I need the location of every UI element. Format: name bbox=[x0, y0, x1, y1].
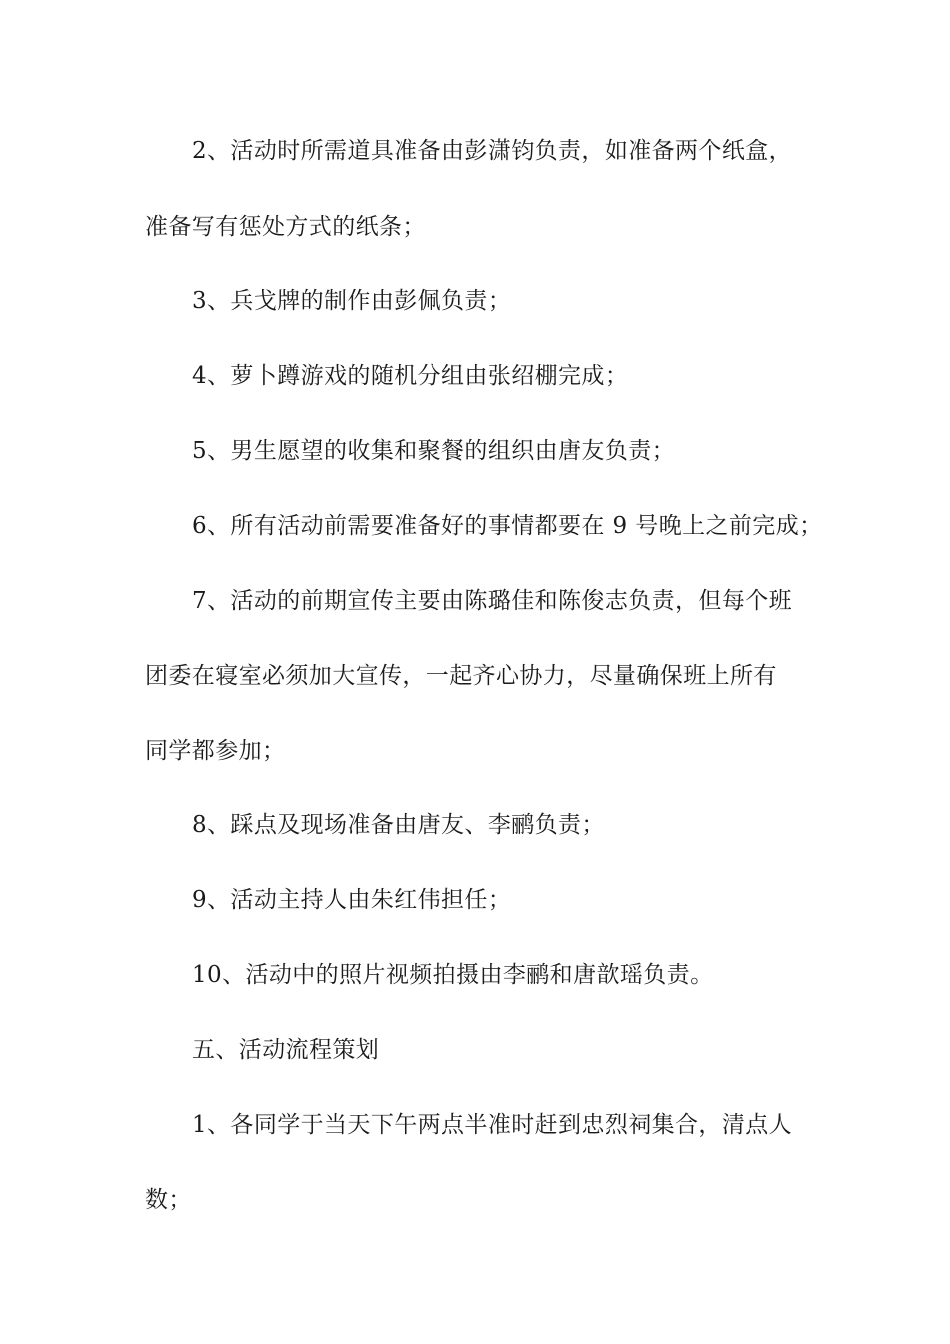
item-8-site-prep: 8、踩点及现场准备由唐友、李鹂负责； bbox=[192, 812, 605, 838]
process-item-1-line-1: 1、各同学于当天下午两点半准时赶到忠烈祠集合，清点人 bbox=[192, 1112, 793, 1138]
item-6-deadline: 6、所有活动前需要准备好的事情都要在 9 号晚上之前完成； bbox=[192, 513, 823, 539]
item-10-photography: 10、活动中的照片视频拍摄由李鹂和唐歆瑶负责。 bbox=[192, 962, 714, 988]
item-3-cards: 3、兵戈牌的制作由彭佩负责； bbox=[192, 288, 512, 314]
item-5-wishes: 5、男生愿望的收集和聚餐的组织由唐友负责； bbox=[192, 438, 676, 464]
item-7-publicity-line-3: 同学都参加； bbox=[145, 738, 286, 764]
item-2-props-line-1: 2、活动时所需道具准备由彭潇钧负责，如准备两个纸盒， bbox=[192, 138, 793, 164]
item-7-publicity-line-1: 7、活动的前期宣传主要由陈璐佳和陈俊志负责，但每个班 bbox=[192, 588, 793, 614]
item-7-publicity-line-2: 团委在寝室必须加大宣传，一起齐心协力，尽量确保班上所有 bbox=[145, 663, 777, 689]
section-heading-process: 五、活动流程策划 bbox=[192, 1037, 380, 1063]
item-9-host: 9、活动主持人由朱红伟担任； bbox=[192, 887, 512, 913]
item-4-grouping: 4、萝卜蹲游戏的随机分组由张绍棚完成； bbox=[192, 363, 629, 389]
process-item-1-line-2: 数； bbox=[145, 1187, 192, 1213]
item-2-props-line-2: 准备写有惩处方式的纸条； bbox=[145, 214, 426, 240]
